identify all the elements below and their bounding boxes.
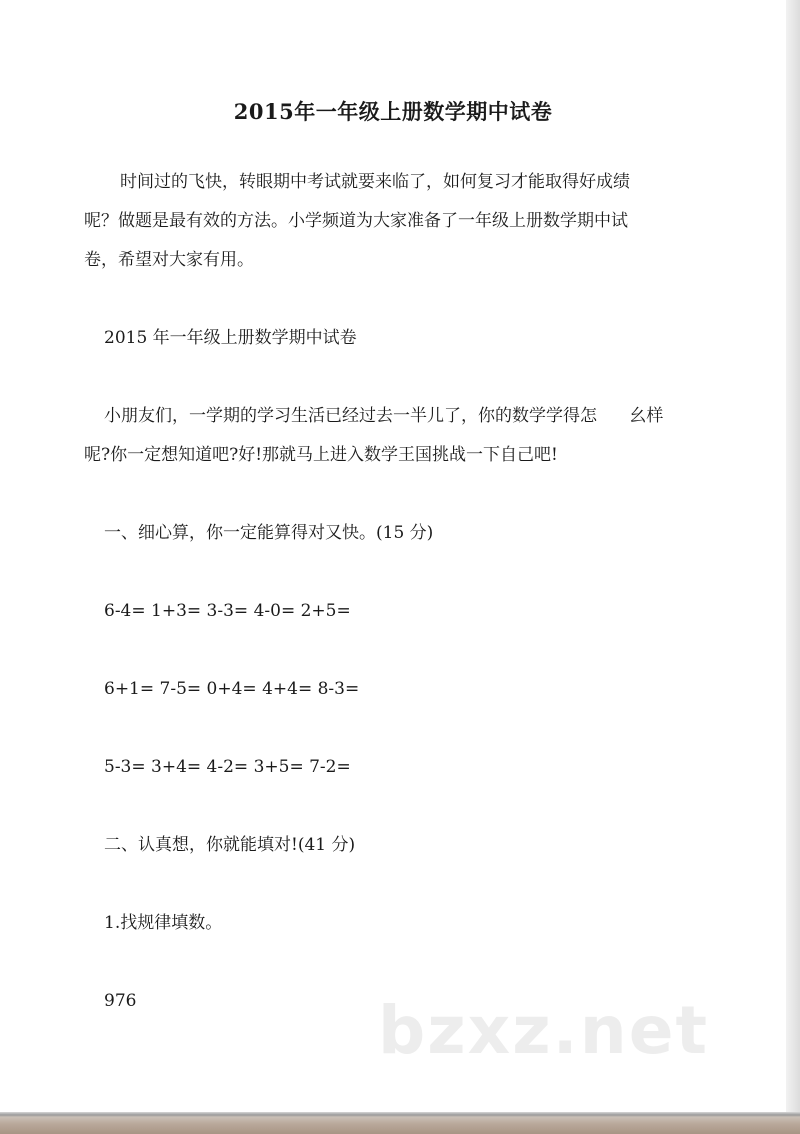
question-1: 1.找规律填数。 <box>104 913 223 933</box>
intro-line-3: 卷，希望对大家有用。 <box>84 250 254 270</box>
arithmetic-row-2: 6+1= 7-5= 0+4= 4+4= 8-3= <box>104 679 360 699</box>
number-sequence: 976 <box>104 991 137 1011</box>
page-bottom-border <box>0 1112 800 1134</box>
page-edge-shadow <box>786 0 800 1112</box>
intro-line-2: 呢？做题是最有效的方法。小学频道为大家准备了一年级上册数学期中试 <box>84 211 628 231</box>
greeting-line-2: 呢?你一定想知道吧?好!那就马上进入数学王国挑战一下自己吧! <box>84 445 558 465</box>
section1-heading: 一、细心算，你一定能算得对又快。(15 分) <box>104 523 434 543</box>
intro-line-1: 时间过的飞快，转眼期中考试就要来临了，如何复习才能取得好成绩 <box>120 172 630 192</box>
watermark: bzxz.net <box>378 992 710 1069</box>
document-title: 2015年一年级上册数学期中试卷 <box>233 99 553 124</box>
arithmetic-row-1: 6-4= 1+3= 3-3= 4-0= 2+5= <box>104 601 351 621</box>
greeting-line-1: 小朋友们，一学期的学习生活已经过去一半儿了，你的数学学得怎 幺样 <box>104 406 664 426</box>
subtitle: 2015 年一年级上册数学期中试卷 <box>104 328 357 348</box>
arithmetic-row-3: 5-3= 3+4= 4-2= 3+5= 7-2= <box>104 757 351 777</box>
section2-heading: 二、认真想，你就能填对!(41 分) <box>104 835 356 855</box>
